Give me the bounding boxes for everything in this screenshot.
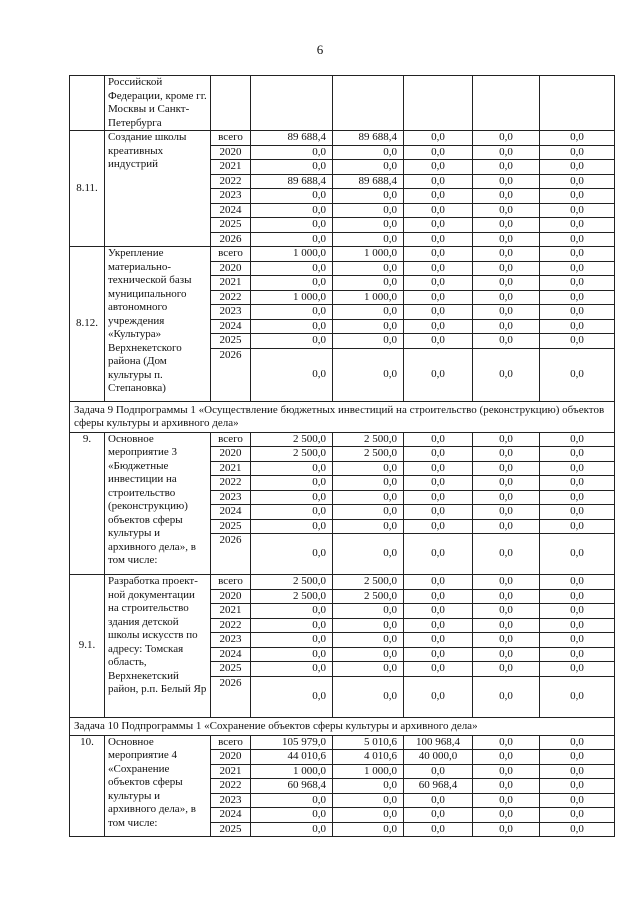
value-cell: 0,0 bbox=[333, 676, 404, 717]
value-cell: 0,0 bbox=[473, 676, 540, 717]
value-cell: 0,0 bbox=[540, 618, 615, 633]
value-cell: 0,0 bbox=[333, 261, 404, 276]
value-cell: 0,0 bbox=[333, 189, 404, 204]
year-cell: 2025 bbox=[211, 218, 251, 233]
value-cell: 0,0 bbox=[540, 575, 615, 590]
year-cell: 2022 bbox=[211, 290, 251, 305]
task-title: Задача 10 Подпрограммы 1 «Сохранение объектов сферы культуры и архивного дела» bbox=[70, 717, 615, 735]
task-row bbox=[70, 717, 615, 735]
value-cell: 0,0 bbox=[404, 618, 473, 633]
year-cell: 2025 bbox=[211, 822, 251, 837]
value-cell: 0,0 bbox=[251, 461, 333, 476]
header-continuation-row bbox=[70, 76, 615, 131]
year-cell: 2020 bbox=[211, 589, 251, 604]
year-cell: 2022 bbox=[211, 174, 251, 189]
value-cell: 0,0 bbox=[540, 793, 615, 808]
value-cell: 0,0 bbox=[404, 505, 473, 520]
year-cell: 2025 bbox=[211, 662, 251, 677]
value-cell: 0,0 bbox=[540, 160, 615, 175]
year-cell: 2024 bbox=[211, 505, 251, 520]
value-cell: 0,0 bbox=[473, 779, 540, 794]
value-cell: 0,0 bbox=[540, 334, 615, 349]
year-cell: 2024 bbox=[211, 203, 251, 218]
value-cell: 0,0 bbox=[473, 290, 540, 305]
value-cell: 2 500,0 bbox=[333, 589, 404, 604]
value-cell: 0,0 bbox=[473, 305, 540, 320]
value-cell: 0,0 bbox=[251, 334, 333, 349]
value-cell: 2 500,0 bbox=[333, 432, 404, 447]
value-cell: 0,0 bbox=[251, 476, 333, 491]
value-cell: 0,0 bbox=[333, 505, 404, 520]
value-cell: 0,0 bbox=[251, 232, 333, 247]
value-cell: 2 500,0 bbox=[251, 447, 333, 462]
row-index: 9.1. bbox=[70, 575, 105, 718]
year-cell: 2024 bbox=[211, 319, 251, 334]
value-cell: 1 000,0 bbox=[333, 290, 404, 305]
value-cell: 44 010,6 bbox=[251, 750, 333, 765]
value-cell: 0,0 bbox=[333, 633, 404, 648]
value-cell: 0,0 bbox=[333, 218, 404, 233]
value-cell: 0,0 bbox=[404, 218, 473, 233]
value-cell: 0,0 bbox=[540, 589, 615, 604]
value-cell: 0,0 bbox=[540, 662, 615, 677]
year-cell: 2023 bbox=[211, 189, 251, 204]
activity-name: Укрепление материально-технической базы муниципального автономного учреждения «Культура» Верхнекетского района (Дом культуры п. Степановка) bbox=[105, 247, 211, 402]
value-cell: 0,0 bbox=[404, 822, 473, 837]
value-cell: 0,0 bbox=[540, 290, 615, 305]
value-cell: 0,0 bbox=[473, 589, 540, 604]
value-cell: 0,0 bbox=[251, 505, 333, 520]
value-cell: 0,0 bbox=[540, 247, 615, 262]
value-cell: 0,0 bbox=[540, 505, 615, 520]
value-cell: 0,0 bbox=[251, 319, 333, 334]
year-cell: 2023 bbox=[211, 305, 251, 320]
value-cell: 0,0 bbox=[251, 662, 333, 677]
value-cell: 0,0 bbox=[404, 647, 473, 662]
value-cell: 0,0 bbox=[404, 589, 473, 604]
value-cell: 60 968,4 bbox=[404, 779, 473, 794]
value-cell: 0,0 bbox=[540, 676, 615, 717]
value-cell: 0,0 bbox=[473, 735, 540, 750]
value-cell: 0,0 bbox=[473, 476, 540, 491]
value-cell: 0,0 bbox=[473, 174, 540, 189]
value-cell: 0,0 bbox=[404, 261, 473, 276]
year-cell: всего bbox=[211, 432, 251, 447]
value-cell: 1 000,0 bbox=[251, 764, 333, 779]
value-cell: 0,0 bbox=[251, 261, 333, 276]
value-cell: 5 010,6 bbox=[333, 735, 404, 750]
value-cell: 0,0 bbox=[251, 808, 333, 823]
value-cell: 0,0 bbox=[333, 534, 404, 575]
year-cell: 2021 bbox=[211, 764, 251, 779]
value-cell: 0,0 bbox=[251, 218, 333, 233]
value-cell: 0,0 bbox=[404, 676, 473, 717]
year-cell: 2020 bbox=[211, 447, 251, 462]
value-cell: 0,0 bbox=[251, 822, 333, 837]
value-cell: 0,0 bbox=[540, 131, 615, 146]
value-cell: 0,0 bbox=[333, 232, 404, 247]
value-cell: 0,0 bbox=[404, 519, 473, 534]
value-cell: 0,0 bbox=[251, 189, 333, 204]
value-cell: 0,0 bbox=[473, 764, 540, 779]
year-cell: 2020 bbox=[211, 145, 251, 160]
value-cell: 0,0 bbox=[251, 305, 333, 320]
value-cell: 0,0 bbox=[404, 575, 473, 590]
value-cell: 0,0 bbox=[333, 662, 404, 677]
value-cell: 0,0 bbox=[540, 145, 615, 160]
header-name-cell: Российской Федерации, кроме гг. Москвы и Санкт-Петербурга bbox=[105, 76, 211, 131]
year-cell: 2025 bbox=[211, 519, 251, 534]
value-cell: 0,0 bbox=[333, 490, 404, 505]
value-cell: 0,0 bbox=[404, 203, 473, 218]
task-title: Задача 9 Подпрограммы 1 «Осуществление бюджетных инвестиций на строительство (реконструкцию) объектов сферы культуры и архивного дела» bbox=[70, 401, 615, 432]
task-row bbox=[70, 401, 615, 432]
value-cell: 0,0 bbox=[473, 276, 540, 291]
value-cell: 2 500,0 bbox=[333, 447, 404, 462]
value-cell: 0,0 bbox=[333, 519, 404, 534]
year-cell: 2026 bbox=[211, 232, 251, 247]
value-cell: 0,0 bbox=[540, 432, 615, 447]
value-cell: 0,0 bbox=[404, 348, 473, 401]
year-cell: 2023 bbox=[211, 793, 251, 808]
value-cell: 0,0 bbox=[251, 604, 333, 619]
year-cell: 2023 bbox=[211, 490, 251, 505]
year-cell: 2021 bbox=[211, 461, 251, 476]
value-cell: 0,0 bbox=[404, 247, 473, 262]
value-cell: 0,0 bbox=[473, 822, 540, 837]
value-cell: 0,0 bbox=[404, 276, 473, 291]
value-cell: 0,0 bbox=[540, 447, 615, 462]
row-index: 9. bbox=[70, 432, 105, 575]
value-cell: 1 000,0 bbox=[333, 764, 404, 779]
year-cell: 2022 bbox=[211, 618, 251, 633]
year-cell: 2021 bbox=[211, 604, 251, 619]
value-cell: 0,0 bbox=[540, 319, 615, 334]
value-cell: 0,0 bbox=[473, 662, 540, 677]
value-cell: 0,0 bbox=[473, 203, 540, 218]
value-cell: 0,0 bbox=[333, 461, 404, 476]
value-cell: 0,0 bbox=[473, 461, 540, 476]
value-cell: 2 500,0 bbox=[251, 432, 333, 447]
value-cell: 0,0 bbox=[473, 232, 540, 247]
value-cell: 89 688,4 bbox=[251, 131, 333, 146]
value-cell: 0,0 bbox=[540, 348, 615, 401]
table-row bbox=[70, 432, 615, 447]
value-cell: 0,0 bbox=[540, 519, 615, 534]
value-cell: 0,0 bbox=[540, 174, 615, 189]
value-cell: 0,0 bbox=[540, 461, 615, 476]
value-cell: 0,0 bbox=[251, 647, 333, 662]
value-cell: 0,0 bbox=[333, 334, 404, 349]
value-cell: 89 688,4 bbox=[333, 174, 404, 189]
year-cell: 2022 bbox=[211, 476, 251, 491]
value-cell: 0,0 bbox=[404, 131, 473, 146]
value-cell: 0,0 bbox=[404, 490, 473, 505]
row-index: 8.11. bbox=[70, 131, 105, 247]
value-cell: 0,0 bbox=[473, 604, 540, 619]
year-cell: 2023 bbox=[211, 633, 251, 648]
value-cell: 0,0 bbox=[404, 793, 473, 808]
value-cell: 0,0 bbox=[540, 276, 615, 291]
value-cell: 0,0 bbox=[540, 490, 615, 505]
value-cell: 0,0 bbox=[473, 218, 540, 233]
year-cell: всего bbox=[211, 735, 251, 750]
value-cell: 0,0 bbox=[251, 203, 333, 218]
value-cell: 105 979,0 bbox=[251, 735, 333, 750]
value-cell: 0,0 bbox=[333, 160, 404, 175]
year-cell: 2020 bbox=[211, 750, 251, 765]
value-cell: 1 000,0 bbox=[251, 247, 333, 262]
value-cell: 4 010,6 bbox=[333, 750, 404, 765]
value-cell: 0,0 bbox=[404, 305, 473, 320]
value-cell: 0,0 bbox=[404, 189, 473, 204]
value-cell: 0,0 bbox=[251, 348, 333, 401]
value-cell: 0,0 bbox=[333, 305, 404, 320]
value-cell: 0,0 bbox=[333, 476, 404, 491]
value-cell: 0,0 bbox=[540, 203, 615, 218]
value-cell: 0,0 bbox=[540, 476, 615, 491]
value-cell: 0,0 bbox=[473, 808, 540, 823]
value-cell: 0,0 bbox=[473, 447, 540, 462]
value-cell: 0,0 bbox=[540, 822, 615, 837]
value-cell: 0,0 bbox=[333, 647, 404, 662]
value-cell: 0,0 bbox=[540, 604, 615, 619]
value-cell: 0,0 bbox=[473, 505, 540, 520]
value-cell: 0,0 bbox=[251, 276, 333, 291]
value-cell: 60 968,4 bbox=[251, 779, 333, 794]
value-cell: 0,0 bbox=[540, 647, 615, 662]
value-cell: 0,0 bbox=[404, 476, 473, 491]
value-cell: 0,0 bbox=[404, 334, 473, 349]
row-index: 10. bbox=[70, 735, 105, 837]
value-cell: 0,0 bbox=[333, 604, 404, 619]
year-cell: 2026 bbox=[211, 534, 251, 575]
value-cell: 89 688,4 bbox=[251, 174, 333, 189]
value-cell: 0,0 bbox=[473, 618, 540, 633]
year-cell: 2021 bbox=[211, 160, 251, 175]
value-cell: 0,0 bbox=[251, 633, 333, 648]
value-cell: 0,0 bbox=[473, 348, 540, 401]
value-cell: 0,0 bbox=[473, 145, 540, 160]
activity-name: Основное мероприятие 4 «Сохранение объектов сферы культуры и архивного дела», в том числе: bbox=[105, 735, 211, 837]
value-cell: 0,0 bbox=[404, 534, 473, 575]
row-index: 8.12. bbox=[70, 247, 105, 402]
value-cell: 2 500,0 bbox=[251, 575, 333, 590]
value-cell: 0,0 bbox=[404, 145, 473, 160]
value-cell: 0,0 bbox=[404, 662, 473, 677]
year-cell: всего bbox=[211, 247, 251, 262]
value-cell: 0,0 bbox=[473, 319, 540, 334]
value-cell: 0,0 bbox=[473, 261, 540, 276]
value-cell: 0,0 bbox=[333, 319, 404, 334]
value-cell: 2 500,0 bbox=[251, 589, 333, 604]
activity-name: Основное мероприятие 3 «Бюджетные инвестиции на строительство (реконструкцию) объектов сферы культуры и архивного дела», в том числе: bbox=[105, 432, 211, 575]
table-row bbox=[70, 735, 615, 750]
year-cell: 2022 bbox=[211, 779, 251, 794]
value-cell: 0,0 bbox=[540, 305, 615, 320]
value-cell: 0,0 bbox=[540, 633, 615, 648]
budget-table bbox=[69, 75, 615, 837]
value-cell: 0,0 bbox=[404, 447, 473, 462]
value-cell: 0,0 bbox=[540, 232, 615, 247]
value-cell: 0,0 bbox=[540, 735, 615, 750]
value-cell: 0,0 bbox=[333, 276, 404, 291]
value-cell: 0,0 bbox=[404, 174, 473, 189]
value-cell: 0,0 bbox=[404, 633, 473, 648]
value-cell: 0,0 bbox=[404, 808, 473, 823]
value-cell: 2 500,0 bbox=[333, 575, 404, 590]
table-row bbox=[70, 575, 615, 590]
table-row bbox=[70, 247, 615, 262]
page-number: 6 bbox=[316, 42, 324, 57]
value-cell: 0,0 bbox=[251, 618, 333, 633]
value-cell: 0,0 bbox=[540, 779, 615, 794]
value-cell: 1 000,0 bbox=[333, 247, 404, 262]
table-row bbox=[70, 131, 615, 146]
value-cell: 0,0 bbox=[333, 779, 404, 794]
value-cell: 0,0 bbox=[540, 808, 615, 823]
value-cell: 0,0 bbox=[404, 232, 473, 247]
year-cell: всего bbox=[211, 131, 251, 146]
value-cell: 0,0 bbox=[404, 432, 473, 447]
value-cell: 0,0 bbox=[404, 160, 473, 175]
value-cell: 0,0 bbox=[333, 348, 404, 401]
value-cell: 0,0 bbox=[540, 218, 615, 233]
value-cell: 40 000,0 bbox=[404, 750, 473, 765]
value-cell: 0,0 bbox=[473, 432, 540, 447]
value-cell: 0,0 bbox=[333, 822, 404, 837]
value-cell: 0,0 bbox=[540, 189, 615, 204]
value-cell: 0,0 bbox=[473, 750, 540, 765]
year-cell: 2025 bbox=[211, 334, 251, 349]
value-cell: 0,0 bbox=[473, 647, 540, 662]
year-cell: 2024 bbox=[211, 808, 251, 823]
value-cell: 0,0 bbox=[540, 534, 615, 575]
value-cell: 1 000,0 bbox=[251, 290, 333, 305]
value-cell: 0,0 bbox=[404, 290, 473, 305]
activity-name: Разработка проект-ной документации на строительство здания детской школы искусств по адресу: Томская область, Верхнекетский район, р.п. Белый Яр bbox=[105, 575, 211, 718]
value-cell: 0,0 bbox=[251, 793, 333, 808]
year-cell: 2026 bbox=[211, 676, 251, 717]
value-cell: 0,0 bbox=[251, 490, 333, 505]
value-cell: 0,0 bbox=[473, 633, 540, 648]
value-cell: 0,0 bbox=[540, 764, 615, 779]
value-cell: 0,0 bbox=[333, 793, 404, 808]
value-cell: 0,0 bbox=[540, 261, 615, 276]
year-cell: 2026 bbox=[211, 348, 251, 401]
value-cell: 0,0 bbox=[404, 461, 473, 476]
value-cell: 0,0 bbox=[404, 319, 473, 334]
value-cell: 0,0 bbox=[333, 808, 404, 823]
value-cell: 0,0 bbox=[473, 247, 540, 262]
value-cell: 0,0 bbox=[404, 604, 473, 619]
activity-name: Создание школы креативных индустрий bbox=[105, 131, 211, 247]
value-cell: 0,0 bbox=[473, 334, 540, 349]
value-cell: 0,0 bbox=[251, 519, 333, 534]
value-cell: 0,0 bbox=[473, 160, 540, 175]
value-cell: 0,0 bbox=[540, 750, 615, 765]
value-cell: 0,0 bbox=[251, 160, 333, 175]
value-cell: 0,0 bbox=[251, 145, 333, 160]
value-cell: 0,0 bbox=[473, 131, 540, 146]
value-cell: 0,0 bbox=[473, 490, 540, 505]
year-cell: 2024 bbox=[211, 647, 251, 662]
value-cell: 0,0 bbox=[333, 618, 404, 633]
value-cell: 89 688,4 bbox=[333, 131, 404, 146]
year-cell: всего bbox=[211, 575, 251, 590]
year-cell: 2021 bbox=[211, 276, 251, 291]
value-cell: 0,0 bbox=[473, 189, 540, 204]
value-cell: 0,0 bbox=[473, 575, 540, 590]
value-cell: 0,0 bbox=[333, 145, 404, 160]
year-cell: 2020 bbox=[211, 261, 251, 276]
value-cell: 0,0 bbox=[404, 764, 473, 779]
value-cell: 0,0 bbox=[473, 534, 540, 575]
value-cell: 0,0 bbox=[251, 534, 333, 575]
value-cell: 0,0 bbox=[473, 519, 540, 534]
value-cell: 100 968,4 bbox=[404, 735, 473, 750]
value-cell: 0,0 bbox=[473, 793, 540, 808]
value-cell: 0,0 bbox=[333, 203, 404, 218]
value-cell: 0,0 bbox=[251, 676, 333, 717]
